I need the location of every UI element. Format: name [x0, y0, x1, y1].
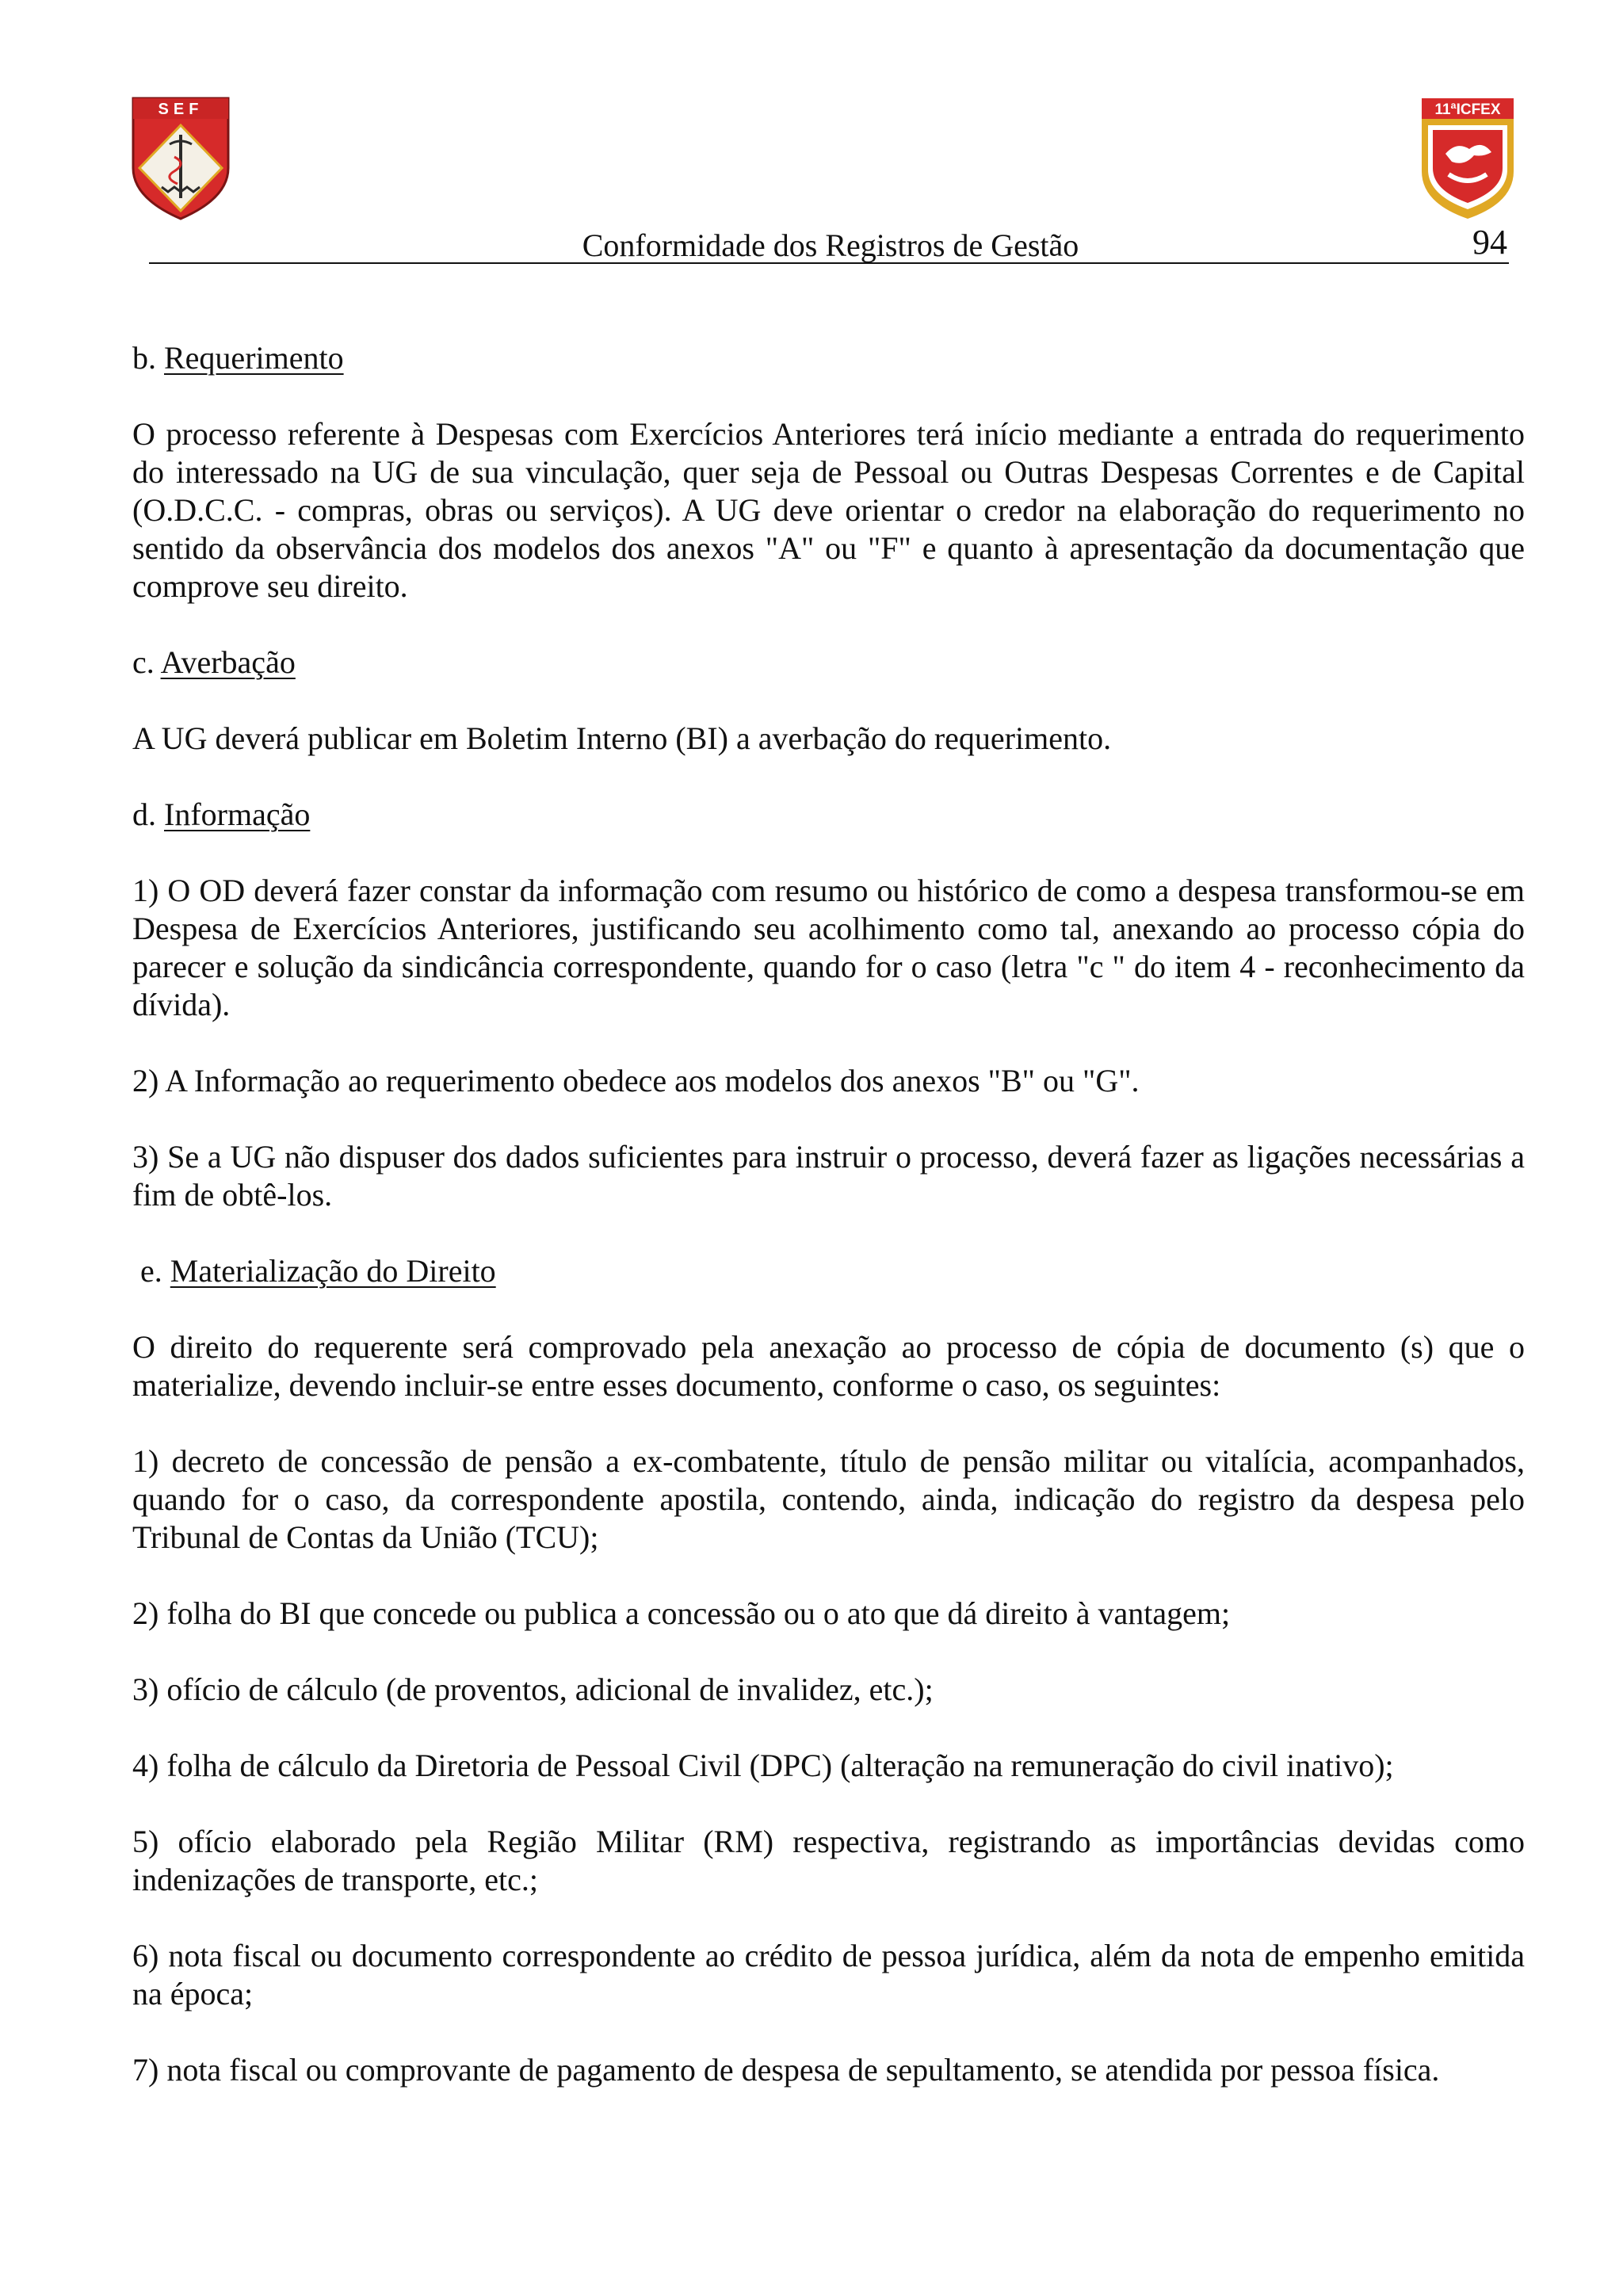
paragraph: O processo referente à Despesas com Exercícios Anteriores terá início mediante a entrada do requerimento do interessado na UG de sua vinculação, quer seja de Pessoal ou Outras Despesas Correntes e de Capital (O.D.C.C. - compras, obras ou serviços). A UG deve orientar o credor na elaboração do requerimento no sentido da observância dos modelos dos anexos "A" ou "F" e quanto à apresentação da documentação que comprove seu direito.	[132, 416, 1525, 604]
document-body	[132, 339, 1525, 2127]
header-title: Conformidade dos Registros de Gestão	[582, 227, 1079, 263]
section-title: Materialização do Direito	[170, 1253, 496, 1289]
paragraph: 2) A Informação ao requerimento obedece aos modelos dos anexos "B" ou "G".	[132, 1063, 1140, 1098]
section-heading-b	[132, 339, 1525, 377]
section-title: Averbação	[160, 644, 296, 680]
list-item: 1) decreto de concessão de pensão a ex-combatente, título de pensão militar ou vitalícia, acompanhados, quando for o caso, da correspondente apostila, contendo, ainda, indicação do registro da despesa pelo Tribunal de Contas da União (TCU);	[132, 1443, 1525, 1555]
sef-shield-logo	[130, 95, 231, 222]
list-item: 7) nota fiscal ou comprovante de pagamento de despesa de sepultamento, se atendida por pessoa física.	[132, 2052, 1440, 2088]
list-item: 2) folha do BI que concede ou publica a concessão ou o ato que dá direito à vantagem;	[132, 1595, 1231, 1631]
paragraph: A UG deverá publicar em Boletim Interno (BI) a averbação do requerimento.	[132, 720, 1112, 756]
list-item: 6) nota fiscal ou documento correspondente ao crédito de pessoa jurídica, além da nota de empenho emitida na época;	[132, 1938, 1525, 2011]
section-title: Requerimento	[164, 340, 344, 376]
list-item: 4) folha de cálculo da Diretoria de Pessoal Civil (DPC) (alteração na remuneração do civil inativo);	[132, 1748, 1394, 1783]
section-heading-c	[132, 644, 1525, 682]
section-prefix: c.	[132, 644, 155, 680]
list-item: 5) ofício elaborado pela Região Militar (RM) respectiva, registrando as importâncias devidas como indenizações de transporte, etc.;	[132, 1824, 1525, 1897]
section-heading-e	[132, 1252, 1525, 1290]
section-prefix: b.	[132, 340, 156, 376]
icfex-shield-logo	[1417, 95, 1518, 222]
paragraph: 1) O OD deverá fazer constar da informação com resumo ou histórico de como a despesa transformou-se em Despesa de Exercícios Anteriores, justificando seu acolhimento como tal, anexando ao processo cópia do parecer e solução da sindicância correspondente, quando for o caso (letra "c " do item 4 - reconhecimento da dívida).	[132, 873, 1525, 1022]
section-title: Informação	[164, 797, 311, 832]
section-prefix: e.	[140, 1253, 162, 1289]
icfex-logo-text: 11ªICFEX	[1434, 101, 1501, 118]
page-number: 94	[1472, 223, 1507, 262]
header-divider	[149, 262, 1509, 264]
section-prefix: d.	[132, 797, 156, 832]
paragraph: 3) Se a UG não dispuser dos dados suficientes para instruir o processo, deverá fazer as ligações necessárias a fim de obtê-los.	[132, 1139, 1525, 1213]
list-item: 3) ofício de cálculo (de proventos, adicional de invalidez, etc.);	[132, 1671, 934, 1707]
paragraph: O direito do requerente será comprovado pela anexação ao processo de cópia de documento (s) que o materialize, devendo incluir-se entre esses documento, conforme o caso, os seguintes:	[132, 1329, 1525, 1403]
sef-logo-text: SEF	[158, 101, 204, 118]
section-heading-d	[132, 796, 1525, 834]
